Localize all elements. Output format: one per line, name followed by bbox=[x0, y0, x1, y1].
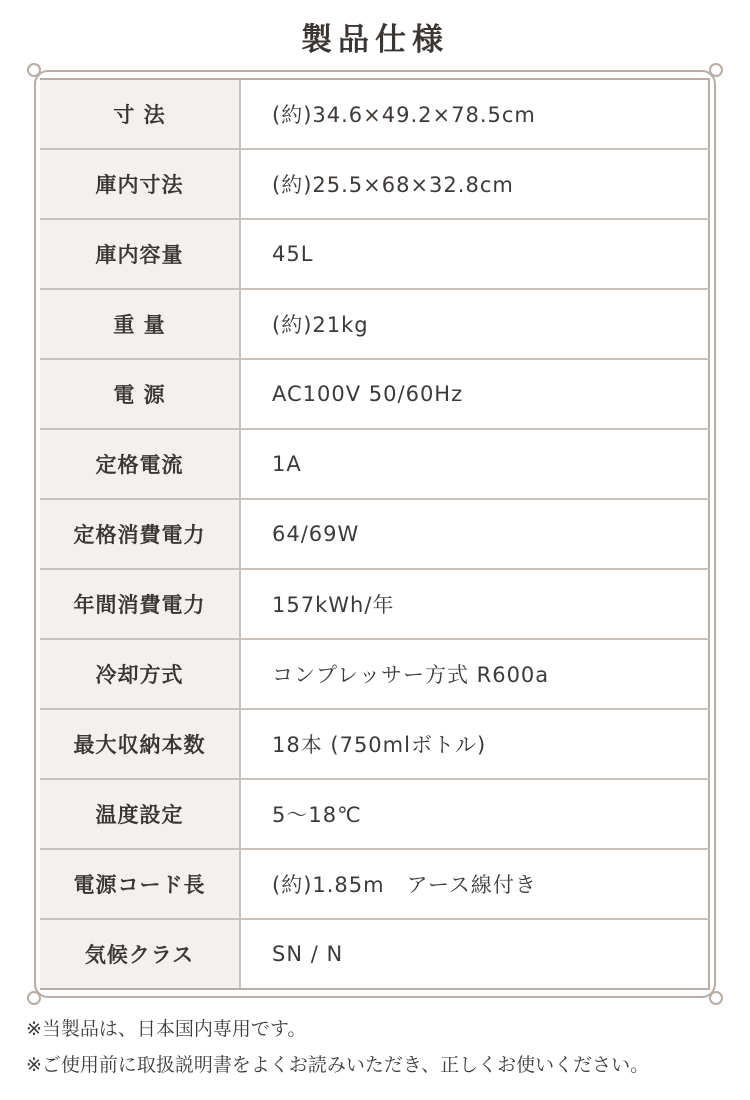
spec-value: SN / N bbox=[240, 919, 710, 988]
spec-label: 寸 法 bbox=[40, 80, 240, 149]
table-row bbox=[40, 219, 710, 289]
frame-corner-ornament bbox=[709, 991, 723, 1005]
spec-value: (約)34.6×49.2×78.5cm bbox=[272, 103, 536, 127]
spec-label: 重 量 bbox=[40, 289, 240, 359]
table-row bbox=[40, 289, 710, 359]
spec-label: 定格消費電力 bbox=[40, 499, 240, 569]
frame-corner-ornament bbox=[27, 991, 41, 1005]
table-row bbox=[40, 429, 710, 499]
spec-value: (約)21kg bbox=[240, 289, 710, 359]
spec-value: 64/69W bbox=[240, 499, 710, 569]
spec-table bbox=[40, 80, 710, 988]
spec-value: 18本 (750mlボトル) bbox=[240, 709, 710, 779]
spec-value: AC100V 50/60Hz bbox=[240, 359, 710, 429]
page-title: 製品仕様 bbox=[301, 22, 449, 58]
spec-value: 157kWh/年 bbox=[240, 569, 710, 639]
frame-corner-ornament bbox=[27, 63, 41, 77]
spec-label: 電 源 bbox=[40, 359, 240, 429]
spec-label: 温度設定 bbox=[40, 779, 240, 849]
spec-label: 年間消費電力 bbox=[40, 569, 240, 639]
spec-value: 1A bbox=[240, 429, 710, 499]
table-row bbox=[40, 709, 710, 779]
table-row bbox=[40, 569, 710, 639]
domestic-use-note: ※当製品は、日本国内専用です。 bbox=[26, 1018, 307, 1040]
table-row bbox=[40, 359, 710, 429]
table-row bbox=[40, 149, 710, 219]
spec-value: コンプレッサー方式 R600a bbox=[240, 639, 710, 709]
spec-value: (約)25.5×68×32.8cm bbox=[240, 149, 710, 219]
table-row bbox=[40, 779, 710, 849]
spec-value: 5〜18℃ bbox=[240, 779, 710, 849]
table-row bbox=[40, 499, 710, 569]
spec-label: 最大収納本数 bbox=[40, 709, 240, 779]
spec-label: 庫内寸法 bbox=[40, 149, 240, 219]
spec-label: 定格電流 bbox=[40, 429, 240, 499]
table-row bbox=[40, 919, 710, 988]
table-row bbox=[40, 80, 710, 149]
spec-label: 冷却方式 bbox=[40, 639, 240, 709]
spec-label: 電源コード長 bbox=[40, 849, 240, 919]
spec-value: (約)1.85m アース線付き bbox=[240, 849, 710, 919]
spec-label: 庫内容量 bbox=[40, 219, 240, 289]
spec-value: 45L bbox=[240, 219, 710, 289]
table-row bbox=[40, 849, 710, 919]
frame-corner-ornament bbox=[709, 63, 723, 77]
manual-reading-note: ※ご使用前に取扱説明書をよくお読みいただき、正しくお使いください。 bbox=[26, 1054, 650, 1076]
table-row bbox=[40, 639, 710, 709]
spec-label: 気候クラス bbox=[40, 919, 240, 988]
